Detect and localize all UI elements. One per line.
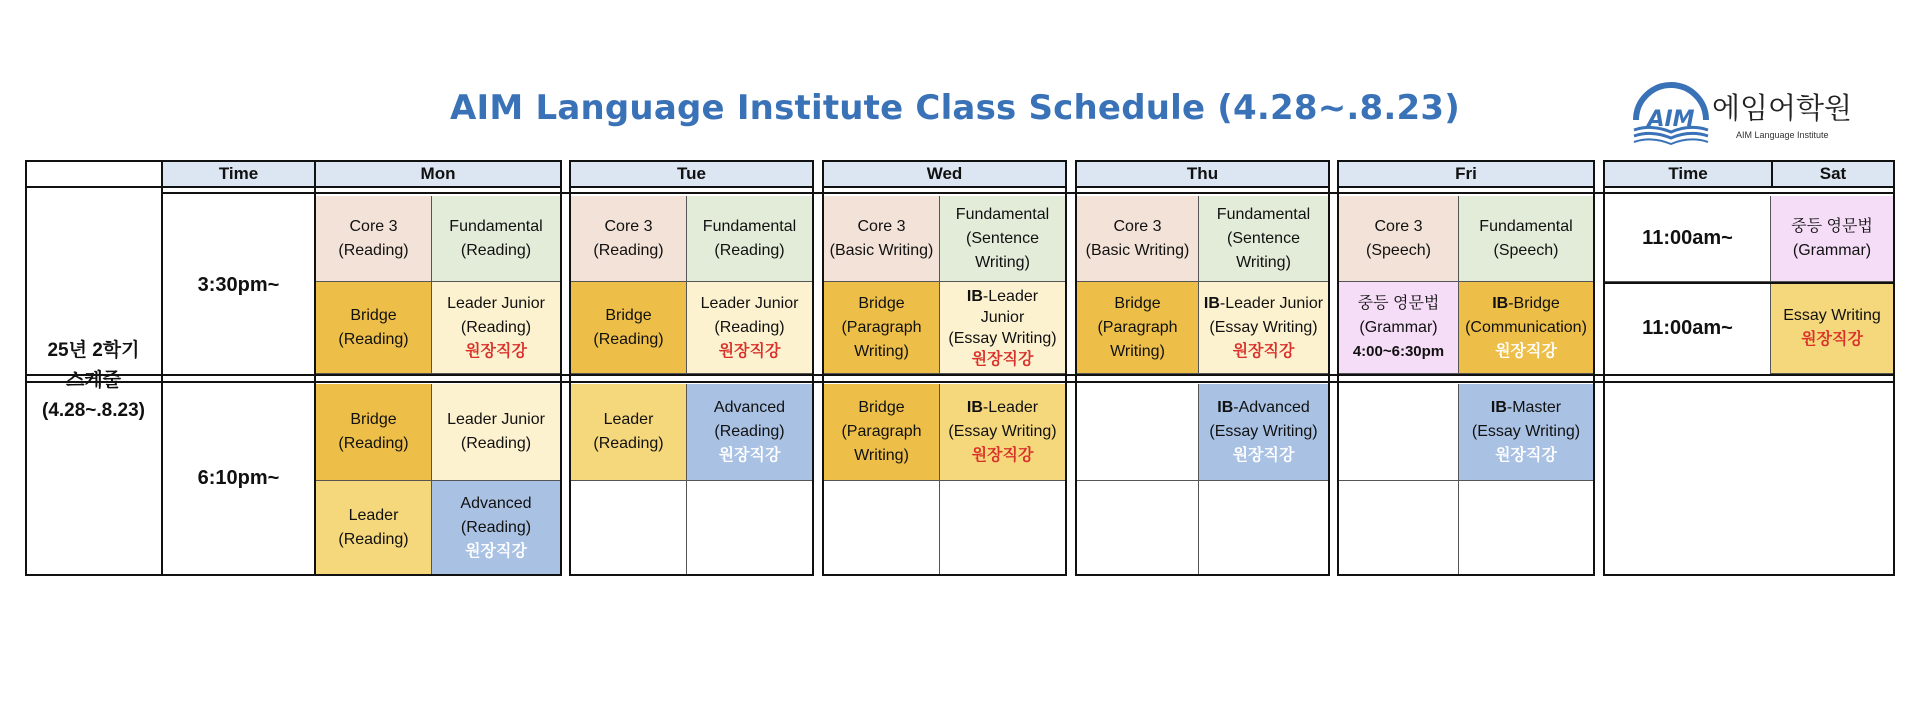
- director-tag: 원장직강: [1232, 342, 1295, 360]
- sat-row-divider: [1603, 282, 1895, 284]
- tue-leader-junior: Leader Junior (Reading) 원장직강: [687, 282, 813, 374]
- director-tag: 원장직강: [1495, 342, 1557, 360]
- thu-ib-advanced: IB-Advanced (Essay Writing) 원장직강: [1199, 384, 1329, 481]
- sat-time-1: 11:00am~: [1605, 196, 1771, 282]
- header-tue: Tue: [569, 160, 814, 188]
- header-fri: Fri: [1337, 160, 1595, 188]
- header-wed: Wed: [822, 160, 1067, 188]
- thu-core3: Core 3 (Basic Writing): [1077, 196, 1199, 282]
- thu-ib-leader-junior: IB-Leader Junior (Essay Writing) 원장직강: [1199, 282, 1329, 374]
- mon-bridge: Bridge (Reading): [316, 282, 432, 374]
- sat-grammar: 중등 영문법 (Grammar): [1771, 196, 1894, 282]
- divider-mid-1: [25, 374, 1895, 376]
- director-tag: 원장직강: [465, 542, 527, 560]
- aim-logo: [1630, 80, 1870, 146]
- semester-line1: 25년 2학기: [47, 340, 140, 361]
- logo-english: AIM Language Institute: [1736, 130, 1829, 140]
- director-tag: 원장직강: [718, 447, 781, 464]
- thu-bridge: Bridge (Paragraph Writing): [1077, 282, 1199, 374]
- thu-fundamental: Fundamental (Sentence Writing): [1199, 196, 1329, 282]
- header-mon: Mon: [314, 160, 562, 188]
- semester-line2: 스케줄: [65, 370, 122, 391]
- wed-fundamental: Fundamental (Sentence Writing): [940, 196, 1066, 282]
- tue-bridge: Bridge (Reading): [571, 282, 687, 374]
- time-afternoon: 3:30pm~: [197, 273, 280, 296]
- sat-essay-writing: Essay Writing 원장직강: [1771, 282, 1894, 374]
- header-blank: [25, 160, 163, 188]
- fri-core3: Core 3 (Speech): [1339, 196, 1459, 282]
- logo-mark: AIM: [1647, 107, 1695, 132]
- mon-leader-junior-evening: Leader Junior (Reading): [432, 384, 561, 481]
- director-tag: 원장직강: [1801, 330, 1863, 348]
- tue-advanced: Advanced (Reading) 원장직강: [687, 384, 813, 481]
- header-time-sat: Time: [1603, 160, 1773, 188]
- semester-line3: (4.28~.8.23): [42, 400, 145, 421]
- mon-bridge-evening: Bridge (Reading): [316, 384, 432, 481]
- mon-leader-junior: Leader Junior (Reading) 원장직강: [432, 282, 561, 374]
- divider-mid-2: [25, 381, 1895, 383]
- wed-ib-leader-junior: IB-Leader Junior (Essay Writing) 원장직강: [940, 282, 1066, 374]
- director-tag: 원장직강: [1232, 447, 1295, 464]
- header-thu: Thu: [1075, 160, 1330, 188]
- mon-advanced: Advanced (Reading) 원장직강: [432, 481, 561, 575]
- mon-core3: Core 3 (Reading): [316, 196, 432, 282]
- book-arc-icon: [1630, 80, 1712, 146]
- time-evening: 6:10pm~: [197, 466, 280, 489]
- director-tag: 원장직강: [971, 447, 1034, 464]
- fri-grammar: 중등 영문법 (Grammar) 4:00~6:30pm: [1339, 282, 1459, 374]
- header-time: Time: [161, 160, 316, 188]
- wed-ib-leader: IB-Leader (Essay Writing) 원장직강: [940, 384, 1066, 481]
- wed-bridge: Bridge (Paragraph Writing): [824, 282, 940, 374]
- mon-fundamental: Fundamental (Reading): [432, 196, 561, 282]
- tue-leader: Leader (Reading): [571, 384, 687, 481]
- sat-time-2: 11:00am~: [1605, 282, 1771, 374]
- mon-leader: Leader (Reading): [316, 481, 432, 575]
- tue-core3: Core 3 (Reading): [571, 196, 687, 282]
- logo-korean: 에임어학원: [1712, 91, 1853, 125]
- page-title: AIM Language Institute Class Schedule (4.28~.8.23): [450, 88, 1460, 128]
- divider-top: [161, 192, 1895, 194]
- director-tag: 원장직강: [718, 342, 781, 360]
- director-tag: 원장직강: [465, 342, 527, 360]
- tue-fundamental: Fundamental (Reading): [687, 196, 813, 282]
- director-tag: 원장직강: [1495, 447, 1557, 464]
- header-sat: Sat: [1771, 160, 1895, 188]
- wed-core3: Core 3 (Basic Writing): [824, 196, 940, 282]
- director-tag: 원장직강: [971, 350, 1034, 368]
- fri-ib-bridge: IB-Bridge (Communication) 원장직강: [1459, 282, 1594, 374]
- fri-ib-master: IB-Master (Essay Writing) 원장직강: [1459, 384, 1594, 481]
- fri-fundamental: Fundamental (Speech): [1459, 196, 1594, 282]
- wed-bridge-evening: Bridge (Paragraph Writing): [824, 384, 940, 481]
